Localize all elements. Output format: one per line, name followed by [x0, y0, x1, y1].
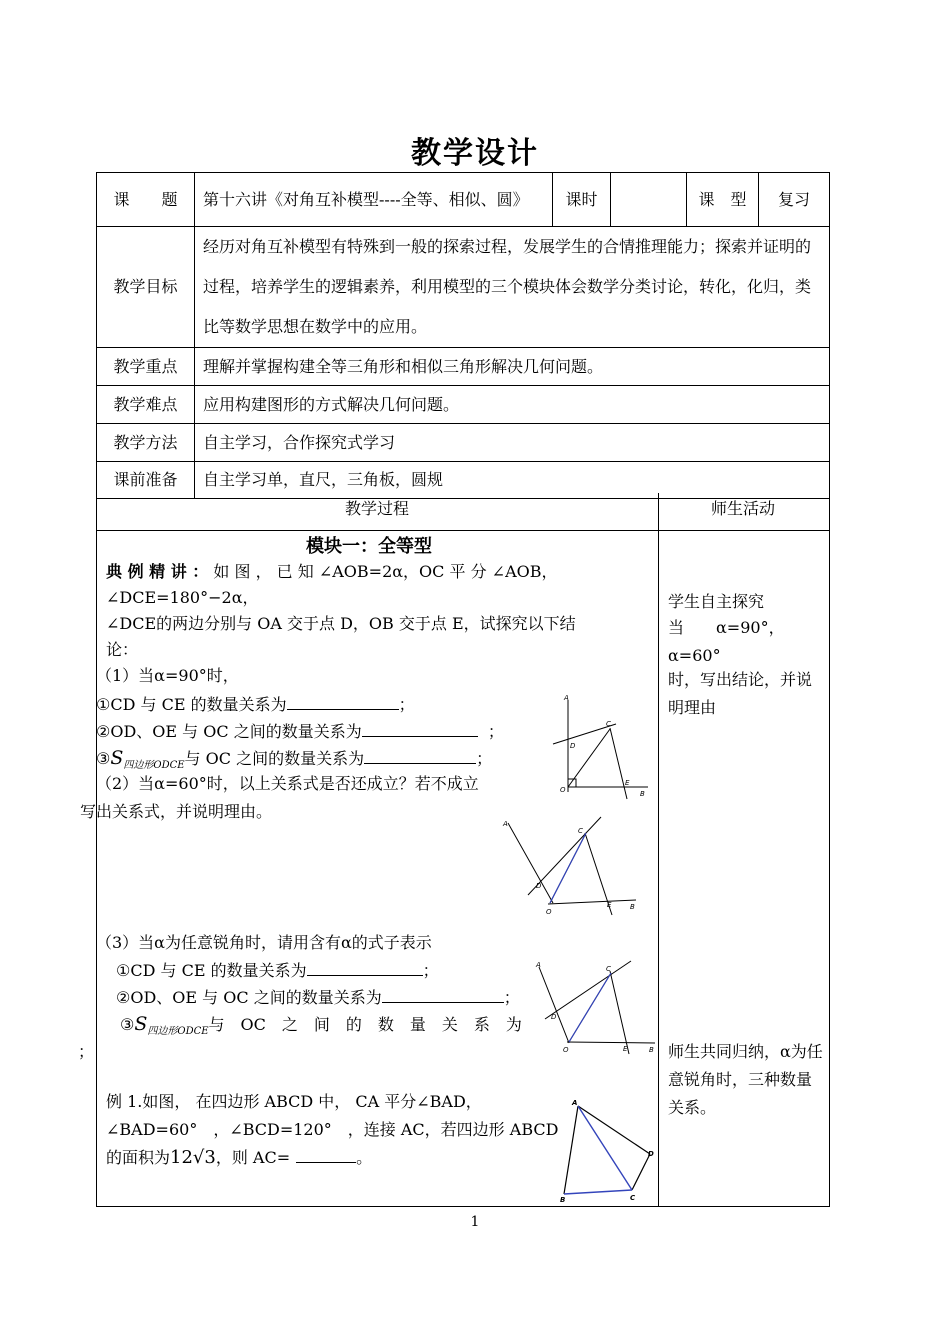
module-title: 模块一：全等型: [306, 536, 432, 557]
page-number: 1: [470, 1214, 480, 1230]
intro-lead: 典 例 精 讲 ：: [106, 562, 209, 581]
example-1-question: ，则 AC=: [215, 1148, 291, 1167]
answer-blank[interactable]: [382, 988, 504, 1003]
example-1-text: 的面积为: [106, 1148, 171, 1167]
page-title: 教学设计: [411, 136, 539, 171]
question-1c-text: 与 OC 之间的数量关系为: [184, 749, 365, 768]
area-value: 12√3: [170, 1147, 216, 1168]
svg-text:C: C: [630, 1194, 636, 1202]
svg-text:C: C: [578, 827, 583, 835]
area-symbol: S: [110, 747, 124, 769]
svg-text:A: A: [503, 820, 508, 828]
svg-text:E: E: [623, 1045, 628, 1053]
svg-text:D: D: [551, 1013, 557, 1021]
semicolon: ；: [487, 722, 504, 741]
area-subscript: 四边形ODCE: [147, 1026, 209, 1038]
difficulty-value: 应用构建图形的方式解决几何问题。: [195, 386, 830, 424]
question-3: （3）当α为任意锐角时，请用含有α的式子表示: [96, 933, 432, 952]
svg-text:O: O: [563, 1046, 569, 1054]
activity-column-header: 师生活动: [710, 499, 775, 518]
circled-3: ③: [96, 749, 111, 768]
answer-blank[interactable]: [287, 695, 399, 710]
intro-line-4: 论：: [106, 640, 139, 659]
question-2-line-1: （2）当α=60°时，以上关系式是否还成立？若不成立: [96, 774, 479, 793]
question-1b: [96, 720, 504, 744]
svg-text:D: D: [648, 1150, 654, 1158]
figure-example-1: [556, 1096, 656, 1206]
question-1a: [96, 693, 415, 717]
answer-blank[interactable]: [364, 749, 476, 764]
answer-blank[interactable]: [307, 961, 423, 976]
intro-text-1: 如 图 ， 已 知 ∠AOB=2α，OC 平 分 ∠AOB，: [213, 562, 558, 581]
method-value: 自主学习，合作探究式学习: [195, 424, 830, 462]
answer-blank[interactable]: [296, 1148, 356, 1163]
hours-label: 课时: [553, 173, 611, 227]
semicolon: ；: [476, 749, 493, 768]
svg-text:A: A: [564, 694, 569, 702]
activity-note-1: 学生自主探究: [668, 592, 765, 611]
type-value: 复习: [759, 173, 830, 227]
svg-text:O: O: [546, 908, 552, 916]
question-3b-text: ②OD、OE 与 OC 之间的数量关系为: [116, 988, 382, 1007]
svg-text:O: O: [560, 786, 566, 794]
lesson-info-table: [96, 172, 830, 499]
svg-text:E: E: [607, 901, 612, 909]
hours-value: [611, 173, 687, 227]
process-header-divider: [96, 530, 829, 531]
difficulty-label: 教学难点: [97, 386, 195, 424]
area-subscript: 四边形ODCE: [123, 760, 185, 772]
svg-text:C: C: [606, 720, 611, 728]
circled-3: ③: [120, 1015, 135, 1034]
semicolon: ；: [503, 988, 520, 1007]
svg-text:B: B: [630, 903, 635, 911]
semicolon: ；: [422, 961, 439, 980]
figure-alpha-60: [498, 815, 638, 920]
svg-text:D: D: [570, 742, 576, 750]
question-1: （1）当α=90°时，: [96, 666, 239, 685]
focus-label: 教学重点: [97, 348, 195, 386]
question-3c-text: 与 OC 之 间 的 数 量 关 系 为: [208, 1015, 522, 1034]
type-label: 课 型: [687, 173, 759, 227]
process-column-header: 教学过程: [344, 499, 409, 518]
svg-text:A: A: [572, 1099, 578, 1107]
method-label: 教学方法: [97, 424, 195, 462]
period: 。: [356, 1148, 373, 1167]
goal-label: 教学目标: [97, 227, 195, 348]
question-1a-text: ①CD 与 CE 的数量关系为: [96, 695, 287, 714]
activity-note-4: 师生共同归纳，α为任意锐角时，三种数量关系。: [668, 1042, 823, 1117]
answer-blank[interactable]: [362, 722, 478, 737]
question-1b-text: ②OD、OE 与 OC 之间的数量关系为: [96, 722, 362, 741]
question-3c: [120, 1012, 522, 1044]
example-1-line-3: [106, 1146, 372, 1170]
example-1-line-1: 例 1.如图， 在四边形 ABCD 中， CA 平分∠BAD，: [106, 1092, 482, 1111]
question-3a-text: ①CD 与 CE 的数量关系为: [116, 961, 307, 980]
topic-value: 第十六讲《对角互补模型----全等、相似、圆》: [195, 173, 553, 227]
prep-label: 课前准备: [97, 462, 195, 499]
svg-text:D: D: [536, 882, 542, 890]
topic-label: 课 题: [97, 173, 195, 227]
question-3c-end: ；: [78, 1042, 95, 1061]
svg-text:A: A: [536, 961, 541, 969]
prep-value: 自主学习单，直尺，三角板，圆规: [195, 462, 830, 499]
intro-line-2: ∠DCE=180°−2α，: [106, 588, 259, 607]
figure-alpha-90: [548, 692, 658, 800]
area-symbol: S: [134, 1013, 148, 1035]
svg-text:C: C: [606, 965, 611, 973]
question-2-line-2: 写出关系式，并说明理由。: [80, 802, 273, 821]
activity-note-3: 时，写出结论，并说明理由: [668, 670, 813, 717]
intro-line-1: [106, 560, 558, 584]
semicolon: ；: [398, 695, 415, 714]
process-column-divider: [658, 493, 659, 1206]
question-3a: [116, 959, 439, 983]
question-3b: [116, 986, 520, 1010]
goal-value: 经历对角互补模型有特殊到一般的探索过程，发展学生的合情推理能力；探索并证明的过程，培养学生的逻辑素养，利用模型的三个模块体会数学分类讨论，转化，化归，类比等数学思想在数学中的应用。: [195, 227, 830, 348]
activity-note-2: 当 α=90°，α=60°: [668, 618, 785, 665]
svg-text:B: B: [640, 790, 645, 798]
svg-text:B: B: [560, 1196, 566, 1204]
figure-alpha-general: [533, 955, 658, 1055]
svg-text:B: B: [649, 1046, 654, 1054]
example-1-line-2: ∠BAD=60° ，∠BCD=120° ，连接 AC，若四边形 ABCD: [106, 1120, 559, 1139]
intro-line-3: ∠DCE的两边分别与 OA 交于点 D，OB 交于点 E，试探究以下结: [106, 614, 576, 633]
focus-value: 理解并掌握构建全等三角形和相似三角形解决几何问题。: [195, 348, 830, 386]
svg-text:E: E: [625, 779, 630, 787]
